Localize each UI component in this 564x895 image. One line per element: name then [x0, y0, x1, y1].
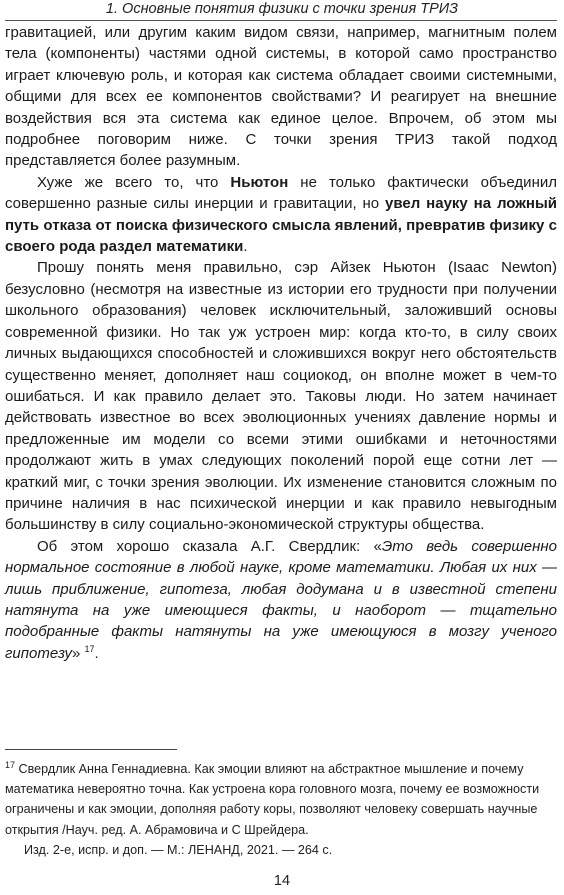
header-rule	[5, 20, 557, 21]
quote-close: »	[71, 644, 85, 662]
quote-lead: Об этом хорошо сказала А.Г. Свердлик: «	[37, 537, 382, 555]
main-text	[5, 22, 557, 664]
paragraph-text: Хуже же всего то, что	[37, 173, 231, 191]
paragraph-newton-criticism	[5, 172, 557, 258]
paragraph-newton-context: Прошу понять меня правильно, сэр Айзек Ньютон (Isaac Newton) безусловно (несмотря на известные из истории его трудности при получении школьного образования) человек исключительный, заложивший основы современной физики. Но так уж устроен мир: когда кто-то, в силу своих личных выдающихся способностей и сложившихся вокруг него обстоятельств существенно меняет, дополняет наш социокод, он вполне может в чем-то ошибаться. И как правило делает это. Таковы люди. Но затем начинает действовать известное во всех эволюционных учениях давление нормы и предложенные им модели со всеми этими ошибками и неточностями продолжают жить в умах следующих поколений порой еще сотни лет — краткий миг, с точки зрения эволюции. Их изменение становится сложным по причине наличия в нас психической инерции и как правило невыгодным большинству в силу социально-экономической структуры общества.	[5, 259, 557, 534]
footnote-line	[5, 759, 557, 840]
running-header: 1. Основные понятия физики с точки зрения ТРИЗ	[105, 1, 459, 17]
footnote-separator	[5, 749, 177, 750]
footnote-reference[interactable]: 17	[84, 643, 95, 654]
paragraph-continuation: гравитацией, или другим каким видом связи, например, магнитным полем тела (компоненты) частями одной системы, в которой само пространство играет ключевую роль, и которая как система обладает своими системными, общими для всех ее компонентов свойствами? И реагирует на внешние воздействия вся эта система как единое целое. Впрочем, об этом мы подробнее поговорим ниже. С точки зрения ТРИЗ такой подход представляется более разумным.	[5, 24, 557, 170]
footnote-text: Свердлик Анна Геннадиевна. Как эмоции влияют на абстрактное мышление и почему математика невероятно точна. Как устроена кора головного мозга, почему ее возможности ограничены и как эмоции, дополняя работу коры, позволяют человеку совершать научные открытия /Науч. ред. А. Абрамовича и С Шрейдера.	[5, 762, 540, 837]
page-number: 14	[273, 873, 291, 889]
paragraph-quote	[5, 536, 557, 664]
footnote-number: 17	[5, 759, 16, 770]
paragraph-text: .	[243, 238, 248, 256]
bold-name-newton: Ньютон	[230, 173, 289, 191]
italic-quote: Это ведь совершенно нормальное состояние в любой науке, кроме математики. Любая их них — лишь приближение, гипотеза, любая додумана и в известной степени натянута на уже имеющиеся факты, и наоборот — тщательно подобранные факты натянуты на уже имеющуюся в мозгу ученого гипотезу	[5, 537, 557, 662]
bold-emphasis: увел науку на ложный путь отказа от поиска физического смысла явлений, превратив физику с своего рода раздел математики	[5, 195, 557, 256]
paragraph-text: не только фактически объединил совершенно разные силы инерции и гравитации, но	[5, 173, 557, 213]
footnote-publication: Изд. 2-е, испр. и доп. — М.: ЛЕНАНД, 2021. — 264 с.	[24, 842, 333, 857]
quote-end: .	[94, 644, 99, 662]
footnote	[5, 759, 557, 860]
